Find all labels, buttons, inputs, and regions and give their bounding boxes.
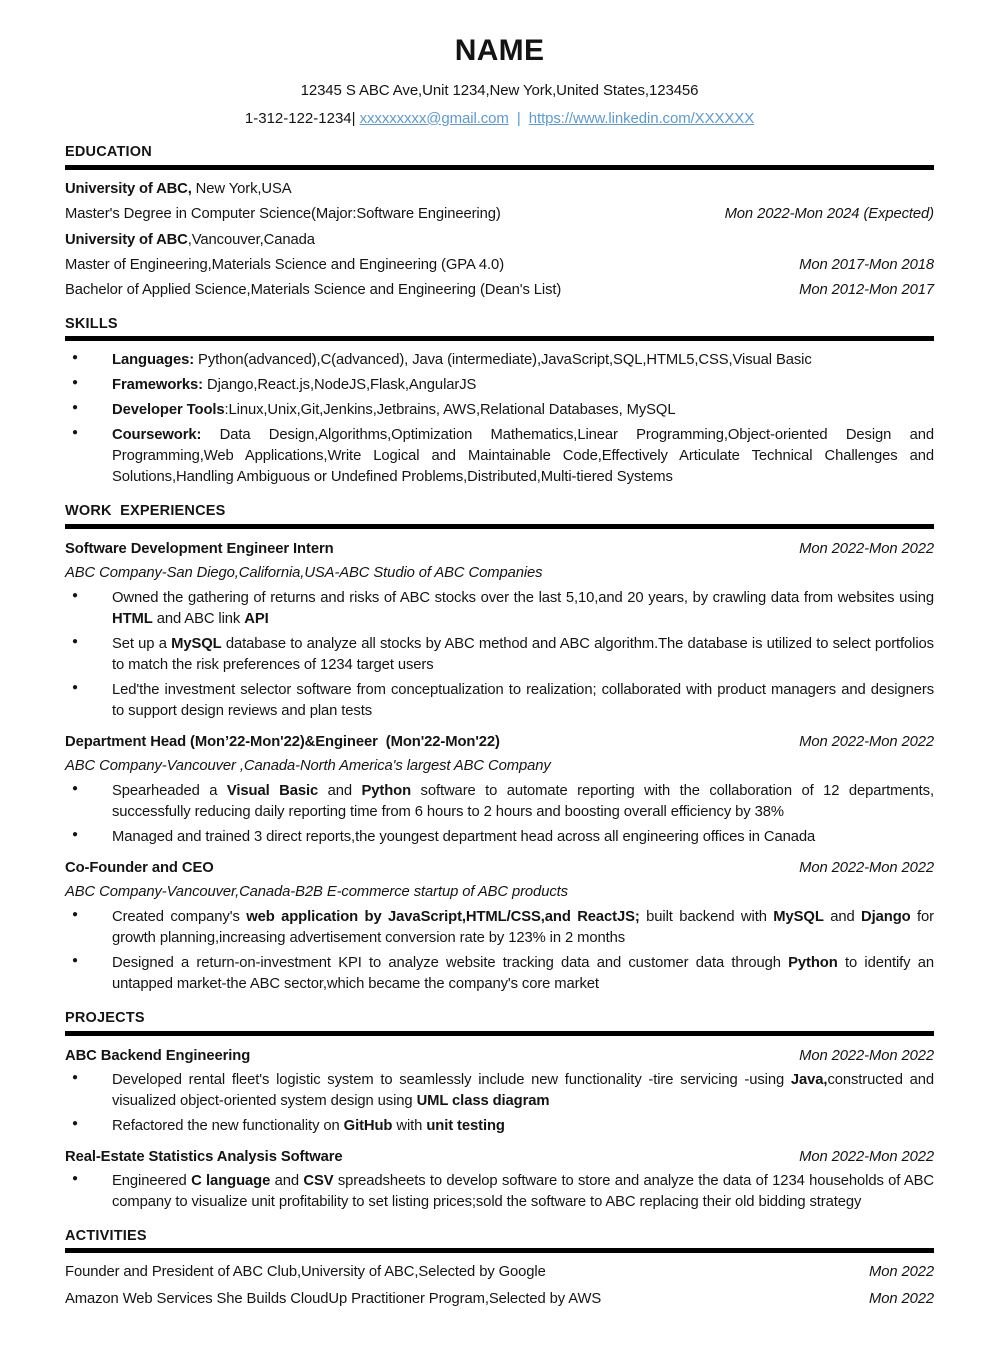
- activity-text: Founder and President of ABC Club,University of ABC,Selected by Google: [65, 1264, 546, 1281]
- section-divider: [65, 1248, 934, 1253]
- skill-item: [65, 425, 934, 488]
- project-name: Real-Estate Statistics Analysis Software: [65, 1148, 343, 1165]
- degree-text: Master of Engineering,Materials Science and Engineering (GPA 4.0): [65, 256, 505, 273]
- section-work-experiences: [65, 501, 934, 995]
- skill-text: [112, 400, 934, 421]
- bullet-icon: ●: [72, 352, 78, 364]
- school-location: ,Vancouver,Canada: [187, 231, 315, 248]
- section-divider: [65, 1031, 934, 1036]
- project-date: Mon 2022-Mon 2022: [799, 1047, 934, 1064]
- education-school: [65, 179, 934, 200]
- skills-section-title: SKILLS: [65, 315, 118, 332]
- project-bullet-text: Developed rental fleet's logistic system to seamlessly include new functionality -tire servicing -using Java,constructed and visualized object-oriented system design using UML class diagram: [112, 1071, 934, 1109]
- candidate-name: NAME: [454, 34, 545, 67]
- school-name: University of ABC: [65, 231, 188, 248]
- bullet-icon: ●: [72, 782, 78, 794]
- resume-header: [65, 30, 934, 129]
- education-degree-row: [65, 204, 934, 225]
- section-divider: [65, 524, 934, 529]
- job-bullet-text: Set up a MySQL database to analyze all stocks by ABC method and ABC algorithm.The database is utilized to select portfolios to match the risk preferences of 1234 target users: [112, 635, 934, 673]
- job-bullet-text: Owned the gathering of returns and risks of ABC stocks over the last 5,10,and 20 years, by crawling data from websites using HTML and ABC link API: [112, 589, 934, 627]
- degree-date: Mon 2022-Mon 2024 (Expected): [724, 205, 934, 222]
- bullet-icon: ●: [72, 1172, 78, 1184]
- job-header: [65, 732, 934, 753]
- skill-text: [112, 425, 934, 488]
- job-bullet: [65, 827, 934, 848]
- skill-value: Data Design,Algorithms,Optimization Mathematics,Linear Programming,Object-oriented Design and Programming,Web Applications,Write Logical and Maintainable Code,Effectively Articulate Technical Challenges and Solutions,Handling Ambiguous or Undefined Problems,Distributed,Multi-tiered Systems: [112, 427, 934, 486]
- job-date: Mon 2022-Mon 2022: [799, 859, 934, 876]
- job-entry: [65, 858, 934, 995]
- job-bullet-text: Led'the investment selector software from conceptualization to realization; collaborated with product managers and designers to support design reviews and plan tests: [112, 681, 934, 719]
- job-company: ABC Company-Vancouver,Canada-B2B E-commerce startup of ABC products: [65, 883, 568, 900]
- skill-text: [112, 375, 934, 396]
- job-role: Software Development Engineer Intern: [65, 540, 334, 557]
- job-bullet-text: Managed and trained 3 direct reports,the youngest department head across all engineering offices in Canada: [112, 828, 816, 845]
- section-activities: [65, 1226, 934, 1311]
- job-bullet: [65, 953, 934, 995]
- project-date: Mon 2022-Mon 2022: [799, 1148, 934, 1165]
- education-degree-row: [65, 280, 934, 301]
- school-name: University of ABC,: [65, 180, 192, 197]
- activities-section-title: ACTIVITIES: [65, 1227, 147, 1244]
- job-date: Mon 2022-Mon 2022: [799, 733, 934, 750]
- degree-text: Bachelor of Applied Science,Materials Science and Engineering (Dean's List): [65, 281, 562, 298]
- job-header: [65, 539, 934, 560]
- job-bullet-text: Created company's web application by JavaScript,HTML/CSS,and ReactJS; built backend with MySQL and Django for growth planning,increasing advertisement conversion rate by 123% in 2 months: [112, 908, 934, 946]
- job-entry: [65, 732, 934, 848]
- job-bullet: [65, 680, 934, 722]
- skill-label: Languages:: [112, 352, 195, 369]
- job-bullet: [65, 907, 934, 949]
- job-date: Mon 2022-Mon 2022: [799, 540, 934, 557]
- email-link[interactable]: xxxxxxxxx@gmail.com: [359, 109, 509, 127]
- job-company: ABC Company-San Diego,California,USA-ABC Studio of ABC Companies: [65, 564, 543, 581]
- address-line: 12345 S ABC Ave,Unit 1234,New York,United States,123456: [300, 81, 699, 99]
- education-section-title: EDUCATION: [65, 144, 152, 161]
- degree-text: Master's Degree in Computer Science(Major:Software Engineering): [65, 205, 501, 222]
- job-bullet: [65, 588, 934, 630]
- job-company: ABC Company-Vancouver ,Canada-North America's largest ABC Company: [65, 757, 551, 774]
- project-bullet: [65, 1171, 934, 1213]
- project-header: [65, 1147, 934, 1168]
- bullet-icon: ●: [72, 377, 78, 389]
- bullet-icon: ●: [72, 402, 78, 414]
- project-entry: [65, 1147, 934, 1213]
- education-school: [65, 230, 934, 251]
- bullet-icon: ●: [72, 828, 78, 840]
- job-entry: [65, 539, 934, 722]
- bullet-icon: ●: [72, 1071, 78, 1083]
- skill-value: Python(advanced),C(advanced), Java (intermediate),JavaScript,SQL,HTML5,CSS,Visual Basic: [194, 352, 812, 369]
- project-header: [65, 1046, 934, 1067]
- bullet-icon: ●: [72, 954, 78, 966]
- activity-text: Amazon Web Services She Builds CloudUp Practitioner Program,Selected by AWS: [65, 1291, 602, 1308]
- skill-text: [112, 350, 934, 371]
- project-entry: [65, 1046, 934, 1137]
- job-bullet: [65, 634, 934, 676]
- linkedin-link[interactable]: https://www.linkedin.com/XXXXXX: [528, 109, 755, 127]
- bullet-icon: ●: [72, 908, 78, 920]
- job-bullet: [65, 781, 934, 823]
- job-bullet-text: Designed a return-on-investment KPI to analyze website tracking data and customer data through Python to identify an untapped market-the ABC sector,which became the company's core market: [112, 954, 934, 992]
- job-role: Co-Founder and CEO: [65, 859, 214, 876]
- bullet-icon: ●: [72, 427, 78, 439]
- skill-item: [65, 400, 934, 421]
- skill-label: Frameworks:: [112, 377, 204, 394]
- job-bullet-text: Spearheaded a Visual Basic and Python software to automate reporting with the collaboration of 12 departments, successfully reducing daily reporting time from 6 hours to 2 hours and boosting overall efficiency by 38%: [112, 782, 934, 820]
- work-section-title: WORK EXPERIENCES: [65, 503, 226, 520]
- project-name: ABC Backend Engineering: [65, 1047, 251, 1064]
- phone-number: 1-312-122-1234|: [244, 109, 356, 127]
- project-bullet-text: Engineered C language and CSV spreadsheets to develop software to store and analyze the data of 1234 households of ABC company to visualize unit profitability to set listing prices;sold the software to ABC replacing their old bidding strategy: [112, 1172, 934, 1210]
- bullet-icon: ●: [72, 589, 78, 601]
- skill-value: :Linux,Unix,Git,Jenkins,Jetbrains, AWS,Relational Databases, MySQL: [224, 402, 676, 419]
- section-education: [65, 142, 934, 301]
- skill-item: [65, 375, 934, 396]
- section-divider: [65, 336, 934, 341]
- skill-label: Developer Tools: [112, 402, 225, 419]
- activity-row: [65, 1289, 934, 1310]
- section-projects: [65, 1008, 934, 1213]
- bullet-icon: ●: [72, 1117, 78, 1129]
- activity-row: [65, 1262, 934, 1283]
- project-bullet: [65, 1070, 934, 1112]
- projects-section-title: PROJECTS: [65, 1009, 145, 1026]
- education-degree-row: [65, 255, 934, 276]
- job-header: [65, 858, 934, 879]
- activity-date: Mon 2022: [868, 1264, 934, 1281]
- bullet-icon: ●: [72, 635, 78, 647]
- section-skills: [65, 314, 934, 489]
- school-location: New York,USA: [191, 180, 292, 197]
- job-role: Department Head (Mon’22-Mon'22)&Engineer (Mon'22-Mon'22): [65, 733, 500, 750]
- contact-separator: |: [516, 109, 521, 127]
- section-divider: [65, 165, 934, 170]
- contact-line: [65, 108, 934, 129]
- skill-item: [65, 350, 934, 371]
- project-bullet-text: Refactored the new functionality on GitHub with unit testing: [112, 1117, 505, 1134]
- skill-label: Coursework:: [112, 427, 202, 444]
- project-bullet: [65, 1116, 934, 1137]
- skill-value: Django,React.js,NodeJS,Flask,AngularJS: [203, 377, 477, 394]
- bullet-icon: ●: [72, 681, 78, 693]
- degree-date: Mon 2017-Mon 2018: [799, 256, 934, 273]
- activity-date: Mon 2022: [868, 1291, 934, 1308]
- degree-date: Mon 2012-Mon 2017: [799, 281, 934, 298]
